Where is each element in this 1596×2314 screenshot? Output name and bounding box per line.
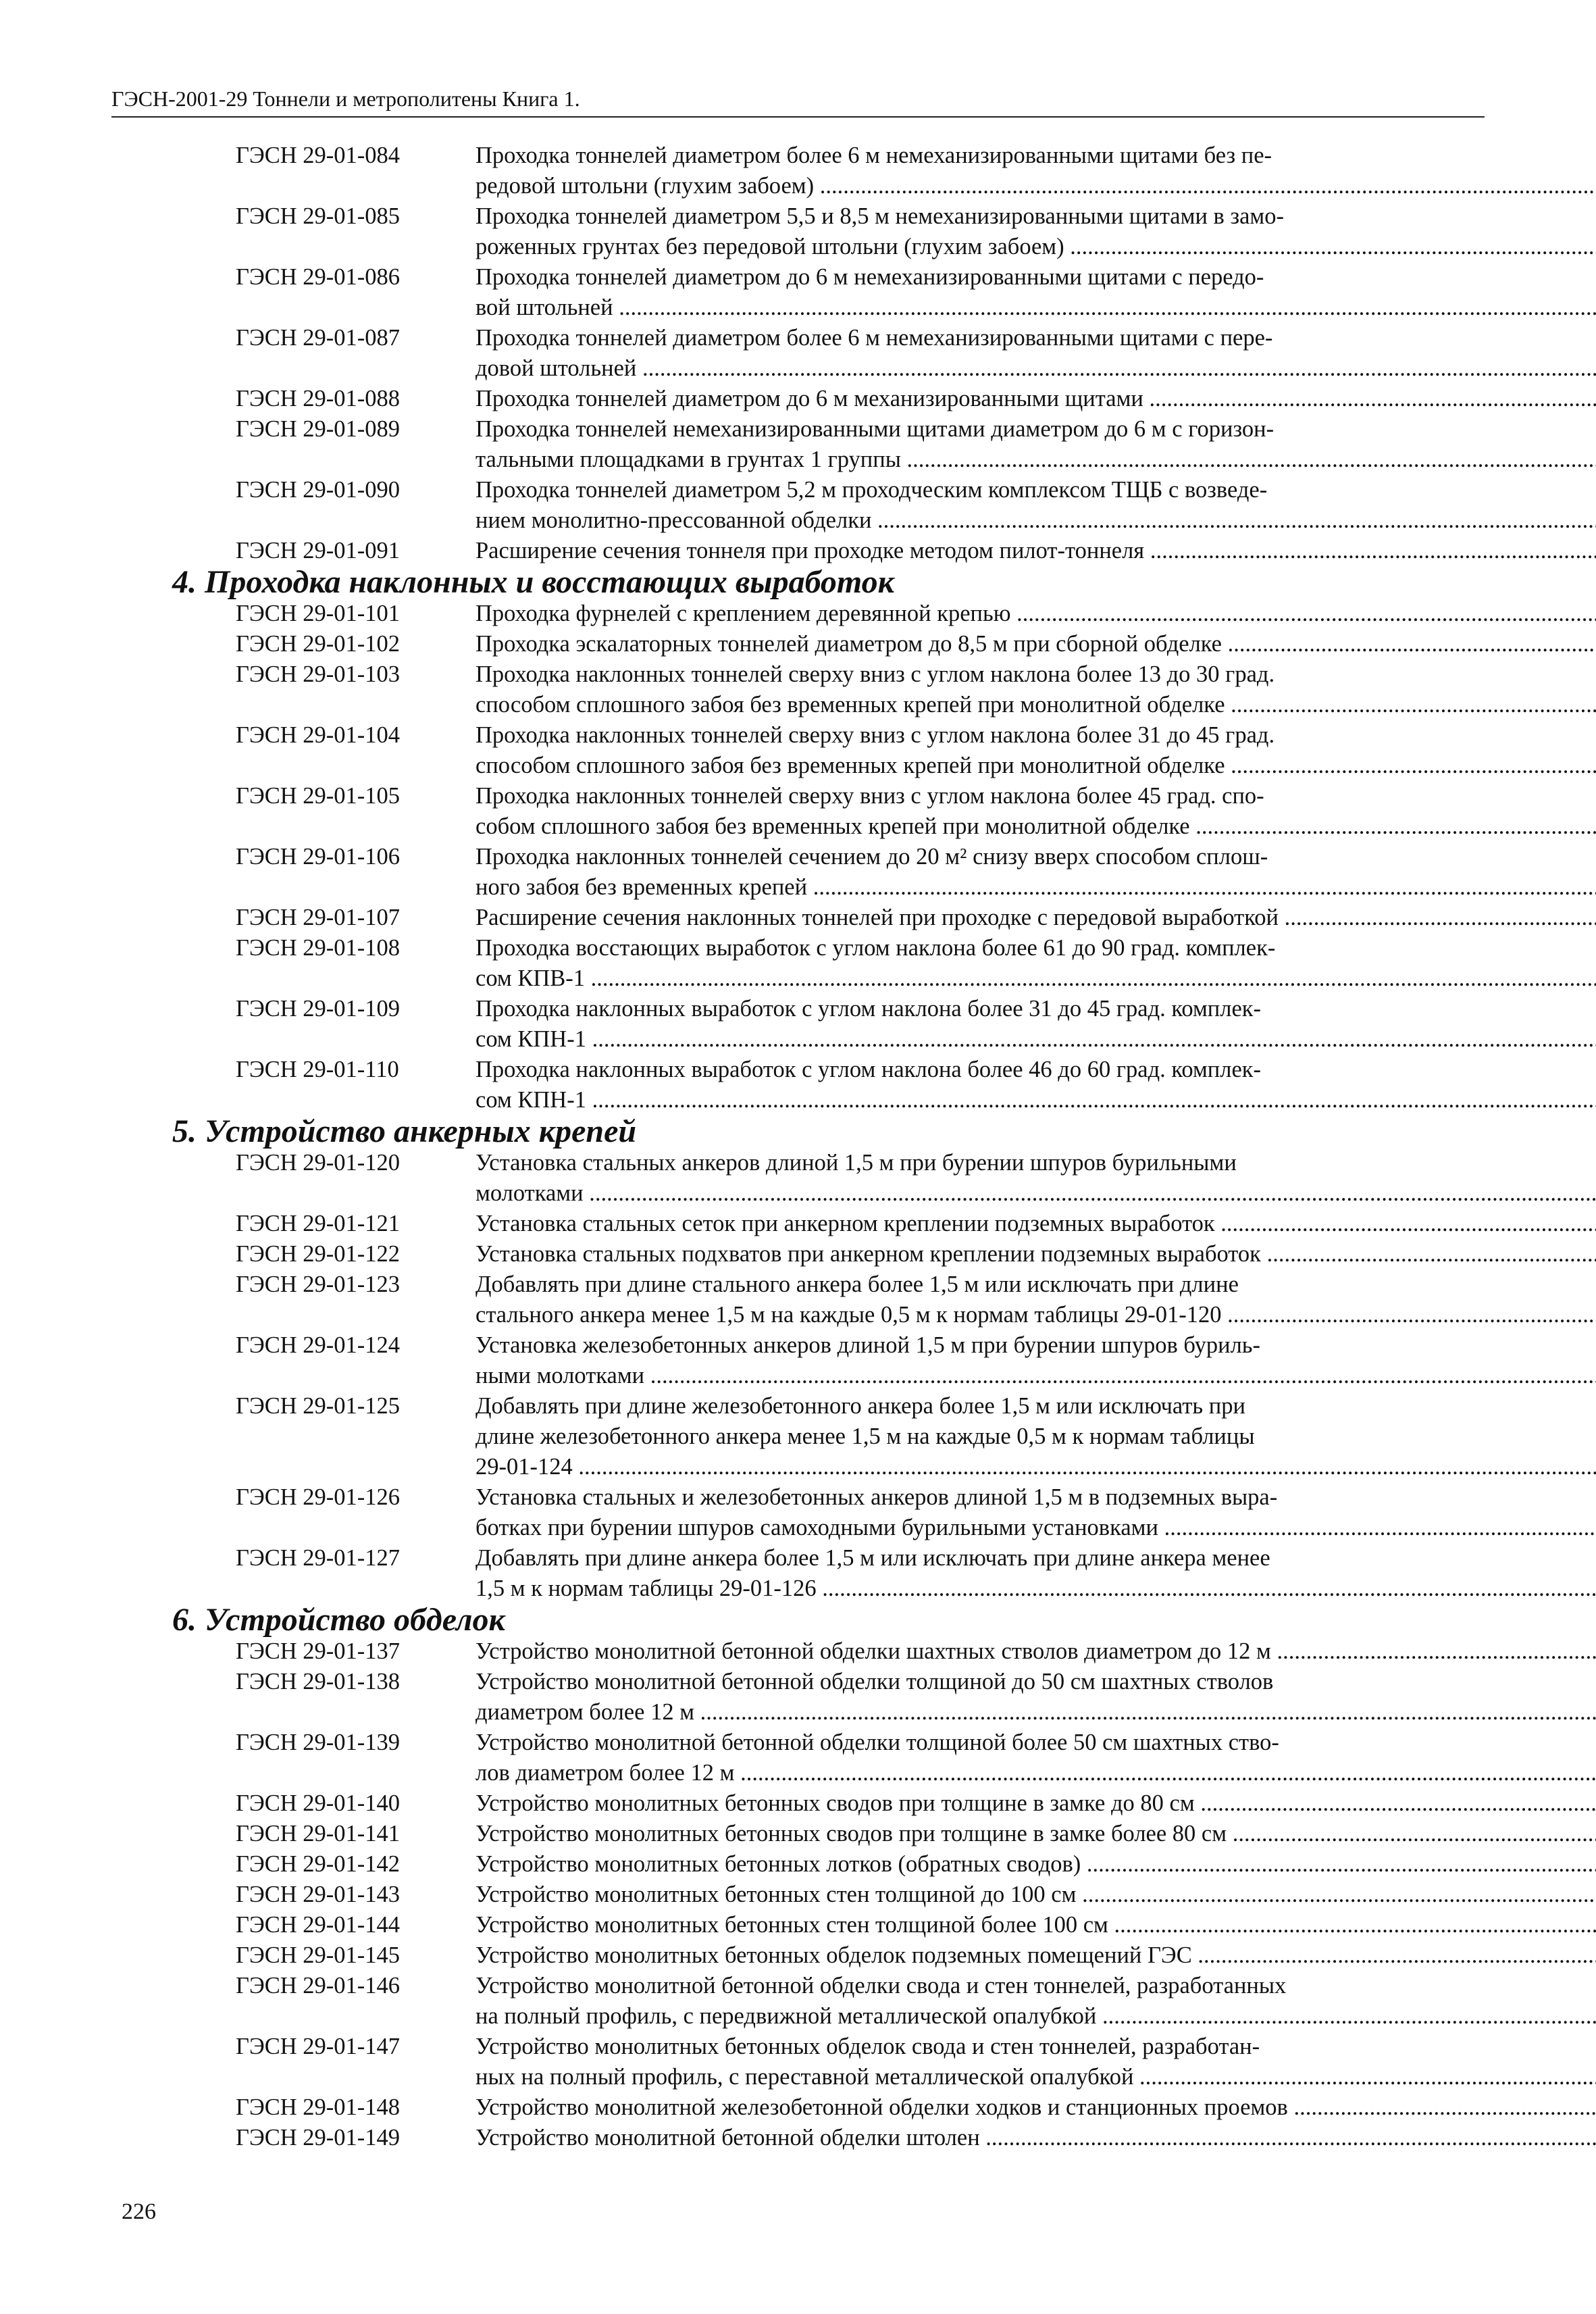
description-line: Проходка наклонных выработок с углом наклона более 31 до 45 град. комплек- — [475, 996, 1262, 1022]
norm-code: ГЭСН 29-01-122 — [236, 1241, 400, 1267]
entry-description — [475, 2123, 1596, 2153]
toc-entry — [172, 1269, 1483, 1330]
norm-code: ГЭСН 29-01-088 — [236, 386, 400, 411]
toc-entry — [172, 842, 1483, 903]
entry-description — [475, 1543, 1596, 1604]
description-line: Установка железобетонных анкеров длиной 1,5 м при бурении шпуров буриль- — [475, 1332, 1261, 1358]
entry-description — [475, 1819, 1596, 1849]
toc-entry — [172, 1819, 1483, 1849]
description-line: Устройство монолитной бетонной обделки толщиной более 50 см шахтных ство- — [475, 1730, 1279, 1755]
entry-description — [475, 720, 1596, 781]
norm-code: ГЭСН 29-01-124 — [236, 1332, 400, 1358]
description-line: Проходка наклонных тоннелей сверху вниз с углом наклона более 45 град. спо- — [475, 783, 1264, 809]
entry-description — [475, 2032, 1596, 2092]
description-line: Установка стальных анкеров длиной 1,5 м при бурении шпуров бурильными — [475, 1150, 1237, 1176]
norm-code: ГЭСН 29-01-085 — [236, 203, 400, 229]
entry-description — [475, 1209, 1596, 1239]
entry-description — [475, 1940, 1596, 1971]
header-divider — [111, 116, 1485, 118]
description-line: Расширение сечения тоннеля при проходке методом пилот-тоннеля ..... — [475, 536, 1596, 566]
norm-code: ГЭСН 29-01-102 — [236, 631, 400, 657]
section-heading: 4. Проходка наклонных и восстающих выработок — [172, 564, 894, 600]
description-line: 1,5 м к нормам таблицы 29-01-126 ..... — [475, 1574, 1596, 1604]
entry-description — [475, 903, 1596, 933]
entry-description — [475, 659, 1596, 720]
description-line: стального анкера менее 1,5 м на каждые 0,5 м к нормам таблицы 29-01-120 ..... — [475, 1300, 1596, 1330]
toc-entry — [172, 475, 1483, 536]
description-line: Добавлять при длине железобетонного анкера более 1,5 м или исключать при — [475, 1393, 1245, 1419]
toc-entry — [172, 659, 1483, 720]
description-line: Устройство монолитной бетонной обделки шахтных стволов диаметром до 12 м ..... — [475, 1636, 1596, 1667]
description-line: Устройство монолитных бетонных лотков (обратных сводов) ..... — [475, 1849, 1596, 1880]
section-heading: 6. Устройство обделок — [172, 1602, 505, 1638]
toc-entry — [172, 1667, 1483, 1728]
description-line: вой штольней ..... — [475, 293, 1596, 323]
norm-code: ГЭСН 29-01-148 — [236, 2094, 400, 2120]
norm-code: ГЭСН 29-01-105 — [236, 783, 400, 809]
section-heading: 5. Устройство анкерных крепей — [172, 1113, 637, 1149]
page-number: 226 — [122, 2199, 156, 2224]
description-line: сом КПН-1 ..... — [475, 1085, 1596, 1115]
norm-code: ГЭСН 29-01-142 — [236, 1851, 400, 1877]
toc-entry — [172, 201, 1483, 262]
entry-description — [475, 781, 1596, 842]
toc-entry — [172, 629, 1483, 659]
toc-entry — [172, 1849, 1483, 1880]
toc-entry — [172, 2092, 1483, 2123]
description-line: способом сплошного забоя без временных крепей при монолитной обделке ..... — [475, 690, 1596, 720]
entry-description — [475, 933, 1596, 994]
toc-entry — [172, 1239, 1483, 1269]
entry-description — [475, 1910, 1596, 1940]
description-line: Проходка тоннелей диаметром 5,2 м проходческим комплексом ТЩБ с возведе- — [475, 477, 1268, 503]
description-line: Проходка восстающих выработок с углом наклона более 61 до 90 град. комплек- — [475, 935, 1276, 961]
norm-code: ГЭСН 29-01-121 — [236, 1211, 400, 1236]
entry-description — [475, 262, 1596, 323]
entry-description — [475, 1330, 1596, 1391]
norm-code: ГЭСН 29-01-145 — [236, 1942, 400, 1968]
toc-entry — [172, 1543, 1483, 1604]
norm-code: ГЭСН 29-01-107 — [236, 905, 400, 930]
description-line: Установка стальных сеток при анкерном креплении подземных выработок ..... — [475, 1209, 1596, 1239]
norm-code: ГЭСН 29-01-149 — [236, 2125, 400, 2150]
entry-description — [475, 475, 1596, 536]
norm-code: ГЭСН 29-01-143 — [236, 1882, 400, 1907]
entry-description — [475, 629, 1596, 659]
toc-entry — [172, 1788, 1483, 1819]
norm-code: ГЭСН 29-01-138 — [236, 1669, 400, 1694]
norm-code: ГЭСН 29-01-084 — [236, 143, 400, 168]
description-line: Проходка эскалаторных тоннелей диаметром до 8,5 м при сборной обделке ..... — [475, 629, 1596, 659]
toc-entry — [172, 1880, 1483, 1910]
toc-entry — [172, 994, 1483, 1055]
norm-code: ГЭСН 29-01-104 — [236, 722, 400, 748]
description-line: ботках при бурении шпуров самоходными бурильными установками ..... — [475, 1513, 1596, 1543]
description-line: ных на полный профиль, с переставной металлической опалубкой ..... — [475, 2062, 1596, 2092]
norm-code: ГЭСН 29-01-086 — [236, 264, 400, 290]
description-line: Проходка наклонных тоннелей сверху вниз с углом наклона более 31 до 45 град. — [475, 722, 1275, 748]
description-line: Проходка тоннелей диаметром более 6 м немеханизированными щитами без пе- — [475, 143, 1272, 168]
entry-description — [475, 1667, 1596, 1728]
norm-code: ГЭСН 29-01-101 — [236, 601, 400, 626]
entry-description — [475, 994, 1596, 1055]
description-line: Устройство монолитной железобетонной обделки ходков и станционных проемов ..... — [475, 2092, 1596, 2123]
description-line: Устройство монолитных бетонных сводов при толщине в замке более 80 см ..... — [475, 1819, 1596, 1849]
norm-code: ГЭСН 29-01-106 — [236, 844, 400, 870]
entry-description — [475, 384, 1596, 414]
description-line: Установка стальных подхватов при анкерном креплении подземных выработок ..... — [475, 1239, 1596, 1269]
entry-description — [475, 842, 1596, 903]
description-line: роженных грунтах без передовой штольни (глухим забоем) ..... — [475, 232, 1596, 262]
norm-code: ГЭСН 29-01-108 — [236, 935, 400, 961]
norm-code: ГЭСН 29-01-127 — [236, 1545, 400, 1571]
toc-entry — [172, 2123, 1483, 2153]
toc-entry — [172, 720, 1483, 781]
norm-code: ГЭСН 29-01-137 — [236, 1638, 400, 1664]
toc-entry — [172, 903, 1483, 933]
description-line: Проходка тоннелей немеханизированными щитами диаметром до 6 м с горизон- — [475, 416, 1275, 442]
norm-code: ГЭСН 29-01-147 — [236, 2034, 400, 2059]
toc-entry — [172, 414, 1483, 475]
description-line: Устройство монолитных бетонных обделок подземных помещений ГЭС ..... — [475, 1940, 1596, 1971]
toc-entry — [172, 781, 1483, 842]
toc-entry — [172, 599, 1483, 629]
description-line: Устройство монолитных бетонных стен толщиной до 100 см ..... — [475, 1880, 1596, 1910]
description-line: сом КПВ-1 ..... — [475, 963, 1596, 994]
toc-entry — [172, 2032, 1483, 2092]
toc-entry — [172, 1330, 1483, 1391]
toc-entry — [172, 1940, 1483, 1971]
description-line: сом КПН-1 ..... — [475, 1024, 1596, 1055]
toc-entry — [172, 933, 1483, 994]
description-line: Устройство монолитной бетонной обделки толщиной до 50 см шахтных стволов — [475, 1669, 1274, 1694]
description-line: нием монолитно-прессованной обделки ..... — [475, 505, 1596, 536]
description-line: Проходка фурнелей с креплением деревянной крепью ..... — [475, 599, 1596, 629]
description-line: Проходка тоннелей диаметром до 6 м немеханизированными щитами с передо- — [475, 264, 1264, 290]
entry-description — [475, 1880, 1596, 1910]
description-line: Расширение сечения наклонных тоннелей при проходке с передовой выработкой ..... — [475, 903, 1596, 933]
entry-description — [475, 1849, 1596, 1880]
toc-entry — [172, 262, 1483, 323]
entry-description — [475, 1055, 1596, 1115]
description-line: длине железобетонного анкера менее 1,5 м на каждые 0,5 м к нормам таблицы — [475, 1424, 1255, 1449]
toc-entry — [172, 1971, 1483, 2032]
description-line: Проходка наклонных тоннелей сверху вниз с углом наклона более 13 до 30 град. — [475, 661, 1275, 687]
entry-description — [475, 414, 1596, 475]
norm-code: ГЭСН 29-01-087 — [236, 325, 400, 351]
description-line: ного забоя без временных крепей ..... — [475, 872, 1596, 903]
entry-description — [475, 599, 1596, 629]
entry-description — [475, 1269, 1596, 1330]
entry-description — [475, 323, 1596, 384]
toc-entry — [172, 384, 1483, 414]
description-line: Устройство монолитных бетонных стен толщиной более 100 см ..... — [475, 1910, 1596, 1940]
norm-code: ГЭСН 29-01-090 — [236, 477, 400, 503]
entry-description — [475, 1636, 1596, 1667]
entry-description — [475, 1788, 1596, 1819]
description-line: довой штольней ..... — [475, 353, 1596, 384]
description-line: диаметром более 12 м ..... — [475, 1697, 1596, 1728]
entry-description — [475, 1971, 1596, 2032]
description-line: Проходка тоннелей диаметром более 6 м немеханизированными щитами с пере- — [475, 325, 1273, 351]
entry-description — [475, 141, 1596, 201]
norm-code: ГЭСН 29-01-141 — [236, 1821, 400, 1846]
entry-description — [475, 536, 1596, 566]
toc-entry — [172, 1055, 1483, 1115]
toc-entry — [172, 323, 1483, 384]
description-line: способом сплошного забоя без временных крепей при монолитной обделке ..... — [475, 751, 1596, 781]
toc-entry — [172, 1482, 1483, 1543]
toc-entry — [172, 1148, 1483, 1209]
description-line: Устройство монолитных бетонных сводов при толщине в замке до 80 см ..... — [475, 1788, 1596, 1819]
description-line: лов диаметром более 12 м ..... — [475, 1758, 1596, 1788]
entry-description — [475, 1148, 1596, 1209]
description-line: Устройство монолитной бетонной обделки штолен ..... — [475, 2123, 1596, 2153]
norm-code: ГЭСН 29-01-110 — [236, 1057, 399, 1082]
entry-description — [475, 1482, 1596, 1543]
description-line: ными молотками ..... — [475, 1361, 1596, 1391]
norm-code: ГЭСН 29-01-091 — [236, 538, 400, 563]
toc-entry — [172, 141, 1483, 201]
description-line: Установка стальных и железобетонных анкеров длиной 1,5 м в подземных выра- — [475, 1484, 1278, 1510]
description-line: Проходка тоннелей диаметром до 6 м механизированными щитами ..... — [475, 384, 1596, 414]
norm-code: ГЭСН 29-01-139 — [236, 1730, 400, 1755]
toc-entry — [172, 1728, 1483, 1788]
norm-code: ГЭСН 29-01-109 — [236, 996, 400, 1022]
entry-description — [475, 1728, 1596, 1788]
norm-code: ГЭСН 29-01-103 — [236, 661, 400, 687]
description-line: Добавлять при длине стального анкера более 1,5 м или исключать при длине — [475, 1272, 1239, 1297]
description-line: Проходка тоннелей диаметром 5,5 и 8,5 м немеханизированными щитами в замо- — [475, 203, 1284, 229]
entry-description — [475, 1239, 1596, 1269]
norm-code: ГЭСН 29-01-146 — [236, 1973, 400, 1998]
norm-code: ГЭСН 29-01-140 — [236, 1790, 400, 1816]
toc-entry — [172, 1636, 1483, 1667]
description-line: 29-01-124 ..... — [475, 1452, 1596, 1482]
description-line: молотками ..... — [475, 1178, 1596, 1209]
description-line: тальными площадками в грунтах 1 группы ..... — [475, 445, 1596, 475]
entry-description — [475, 201, 1596, 262]
norm-code: ГЭСН 29-01-123 — [236, 1272, 400, 1297]
toc-entry — [172, 1391, 1483, 1482]
toc-entry — [172, 1209, 1483, 1239]
entry-description — [475, 1391, 1596, 1482]
norm-code: ГЭСН 29-01-125 — [236, 1393, 400, 1419]
description-line: Проходка наклонных тоннелей сечением до 20 м² снизу вверх способом сплош- — [475, 844, 1268, 870]
norm-code: ГЭСН 29-01-144 — [236, 1912, 400, 1938]
description-line: на полный профиль, с передвижной металлической опалубкой ..... — [475, 2001, 1596, 2032]
norm-code: ГЭСН 29-01-126 — [236, 1484, 400, 1510]
description-line: Проходка наклонных выработок с углом наклона более 46 до 60 град. комплек- — [475, 1057, 1262, 1082]
description-line: Устройство монолитной бетонной обделки свода и стен тоннелей, разработанных — [475, 1973, 1287, 1998]
entry-description — [475, 2092, 1596, 2123]
norm-code: ГЭСН 29-01-089 — [236, 416, 400, 442]
toc-entry — [172, 1910, 1483, 1940]
description-line: редовой штольни (глухим забоем) ..... — [475, 171, 1596, 201]
toc-entry — [172, 536, 1483, 566]
description-line: Добавлять при длине анкера более 1,5 м или исключать при длине анкера менее — [475, 1545, 1270, 1571]
page-header-title: ГЭСН-2001-29 Тоннели и метрополитены Книга 1. — [111, 86, 580, 111]
norm-code: ГЭСН 29-01-120 — [236, 1150, 400, 1176]
table-of-contents — [172, 141, 1483, 2153]
description-line: Устройство монолитных бетонных обделок свода и стен тоннелей, разработан- — [475, 2034, 1260, 2059]
description-line: собом сплошного забоя без временных крепей при монолитной обделке ..... — [475, 811, 1596, 842]
